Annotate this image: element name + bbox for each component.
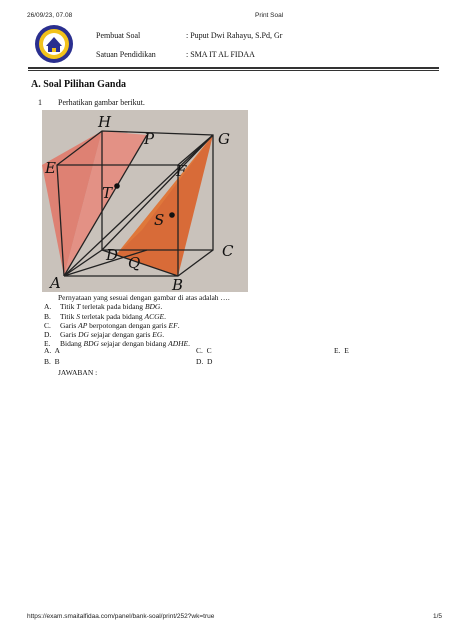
label-c: C (222, 242, 234, 260)
label-g: G (218, 130, 230, 148)
header-divider (28, 67, 439, 69)
creator-value: : Puput Dwi Rahayu, S.Pd, Gr (186, 31, 283, 40)
school-label: Satuan Pendidikan (96, 50, 156, 59)
cube-figure (42, 110, 248, 292)
label-q: Q (128, 254, 141, 272)
option-e[interactable]: E. E (334, 346, 349, 355)
statement-item: E. Bidang BDG sejajar dengan bidang ADHE. (44, 339, 190, 348)
print-page-title: Print Soal (255, 12, 284, 19)
option-c[interactable]: C. C (196, 346, 212, 355)
print-datetime: 26/09/23, 07.08 (27, 12, 73, 19)
label-d: D (106, 246, 119, 264)
school-logo (34, 24, 74, 64)
label-s: S (154, 211, 165, 229)
statement-intro: Pernyataan yang sesuai dengan gambar di atas adalah …. (58, 293, 230, 302)
statement-item: C. Garis AP berpotongan dengan garis EF. (44, 321, 180, 330)
statement-item: B. Titik S terletak pada bidang ACGE. (44, 312, 166, 321)
section-title: A. Soal Pilihan Ganda (31, 79, 127, 90)
option-a[interactable]: A. A (44, 346, 61, 355)
label-f: F (176, 162, 187, 180)
label-e: E (45, 159, 56, 177)
answer-label: JAWABAN : (58, 368, 98, 377)
creator-label: Pembuat Soal (96, 31, 141, 40)
option-b[interactable]: B. B (44, 357, 60, 366)
print-page-counter: 1/5 (433, 613, 443, 620)
label-a: A (50, 274, 61, 292)
header-divider-thin (28, 70, 439, 71)
print-url: https://exam.smaitalfidaa.com/panel/bank-soal/print/252?wk=true (27, 613, 215, 620)
school-value: : SMA IT AL FIDAA (186, 50, 255, 59)
label-t: T (102, 184, 113, 202)
label-h: H (98, 113, 112, 131)
statement-item: A. Titik T terletak pada bidang BDG. (44, 302, 163, 311)
question-prompt: Perhatikan gambar berikut. (58, 98, 145, 107)
question-number: 1 (38, 98, 42, 107)
label-b: B (172, 276, 184, 292)
option-d[interactable]: D. D (196, 357, 213, 366)
statement-item: D. Garis DG sejajar dengan garis EG. (44, 330, 165, 339)
label-p: P (144, 130, 155, 148)
